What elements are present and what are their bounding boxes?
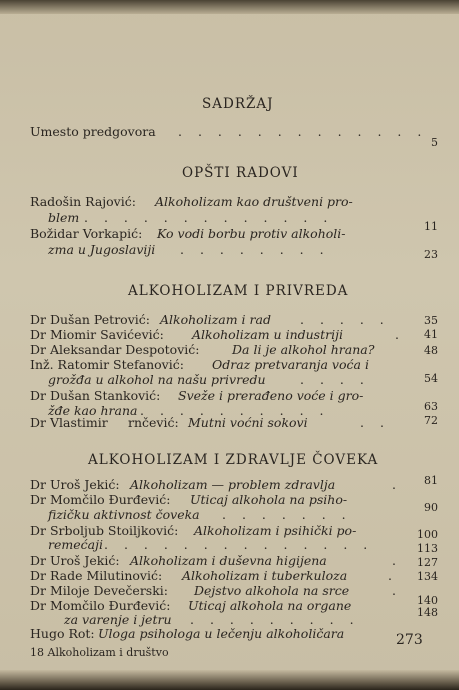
leader-dots: . . . . . . . . [180, 242, 330, 257]
entry-author: Dr Momčilo Đurđević: [30, 492, 171, 507]
page-number: 81 [424, 474, 438, 487]
entry-author: Radošin Rajović: [30, 194, 136, 209]
page-number: 5 [431, 136, 438, 149]
entry-author: Dr Dušan Petrović: [30, 312, 150, 327]
section-heading: ALKOHOLIZAM I ZDRAVLJE ČOVEKA [88, 452, 379, 468]
leader-dots: . . . . . . . [222, 507, 352, 522]
entry-author-rest: rnčević: [128, 415, 179, 430]
entry-title: Mutni voćni sokovi [188, 415, 308, 430]
entry-title: Da li je alkohol hrana? [232, 342, 375, 357]
entry-author: Hugo Rot: [30, 626, 95, 641]
page-number: 100 [417, 528, 438, 541]
page-number: 11 [424, 220, 438, 233]
entry-author: Dr Rade Milutinović: [30, 568, 163, 583]
page-number: 113 [417, 542, 438, 555]
entry-title: Alkoholizam u industriji [192, 327, 343, 342]
entry-title: Uticaj alkohola na organe [188, 598, 352, 613]
page-number: 63 [424, 400, 438, 413]
entry-title-cont: zma u Jugoslaviji [48, 242, 156, 257]
entry-title: Alkoholizam i rad [160, 312, 271, 327]
entry-title-cont: grožđa u alkohol na našu privredu [48, 372, 266, 387]
entry-author: Dr Srboljub Stoiljković: [30, 523, 179, 538]
entry-author: Dr Uroš Jekić: [30, 477, 120, 492]
contents-title: SADRŽAJ [202, 96, 274, 112]
entry-title-cont: za varenje i jetru [64, 612, 172, 627]
entry-title: Alkoholizam i psihički po- [194, 523, 357, 538]
page-number: 48 [424, 344, 438, 357]
leader-dots: . [392, 477, 396, 492]
entry-title: Odraz pretvaranja voća i [212, 357, 369, 372]
entry-author: Dr Uroš Jekić: [30, 553, 120, 568]
entry-title: Alkoholizam i duševna higijena [130, 553, 327, 568]
leader-dots: . . . . . . . . . . . . . [84, 210, 334, 225]
leader-dots: . [392, 553, 396, 568]
leader-dots: . . . . . . . . . . [140, 403, 330, 418]
entry-title-cont: blem [48, 210, 80, 225]
entry-title: Alkoholizam — problem zdravlja [130, 477, 336, 492]
entry-title-cont: žđe kao hrana [48, 403, 138, 418]
footer-signature: 18 Alkoholizam i društvo [30, 646, 169, 659]
entry-title: Alkoholizam kao društveni pro- [155, 194, 353, 209]
entry-title: Uloga psihologa u lečenju alkoholičara [98, 626, 345, 641]
leader-dots: . [395, 327, 399, 342]
intro-title: Umesto predgovora [30, 124, 156, 139]
page-number: 148 [417, 606, 438, 619]
entry-title: Sveže i prerađeno voće i gro- [178, 388, 364, 403]
leader-dots: . [388, 568, 392, 583]
leader-dots: . . . . . [300, 312, 390, 327]
page-number: 134 [417, 570, 438, 583]
page-number: 72 [424, 414, 438, 427]
leader-dots: . . [360, 415, 390, 430]
leader-dots: . . . . . . . . . . . . . . [104, 537, 374, 552]
entry-author: Dr Dušan Stanković: [30, 388, 161, 403]
page-number: 35 [424, 314, 438, 327]
leader-dots: . . . . . . . . . [190, 612, 360, 627]
leader-dots: . . . . [300, 372, 370, 387]
entry-title: Ko vodi borbu protiv alkoholi- [157, 226, 346, 241]
page-number: 41 [424, 328, 438, 341]
page-top-shadow [0, 0, 459, 14]
leader-dots: . [392, 583, 396, 598]
leader-dots: . . . . . . . . . . . . . [178, 124, 428, 139]
page-number: 54 [424, 372, 438, 385]
entry-title: Uticaj alkohola na psiho- [190, 492, 348, 507]
entry-title-cont: fizičku aktivnost čoveka [48, 507, 200, 522]
folio-number: 273 [396, 632, 423, 648]
entry-author: Dr Momčilo Đurđević: [30, 598, 171, 613]
entry-author: Dr Vlastimir [30, 415, 108, 430]
page-bottom-shadow [0, 670, 459, 690]
page-number: 23 [424, 248, 438, 261]
entry-author: Dr Miomir Savićević: [30, 327, 164, 342]
page-number: 140 [417, 594, 438, 607]
entry-title: Dejstvo alkohola na srce [194, 583, 350, 598]
section-heading: OPŠTI RADOVI [182, 165, 299, 181]
page-number: 90 [424, 501, 438, 514]
entry-title-cont: remećaji [48, 537, 103, 552]
section-heading: ALKOHOLIZAM I PRIVREDA [128, 283, 349, 299]
entry-author: Dr Aleksandar Despotović: [30, 342, 200, 357]
entry-title: Alkoholizam i tuberkuloza [182, 568, 348, 583]
entry-author: Inž. Ratomir Stefanović: [30, 357, 184, 372]
page-number: 127 [417, 556, 438, 569]
entry-author: Dr Miloje Devečerski: [30, 583, 168, 598]
entry-author: Božidar Vorkapić: [30, 226, 143, 241]
